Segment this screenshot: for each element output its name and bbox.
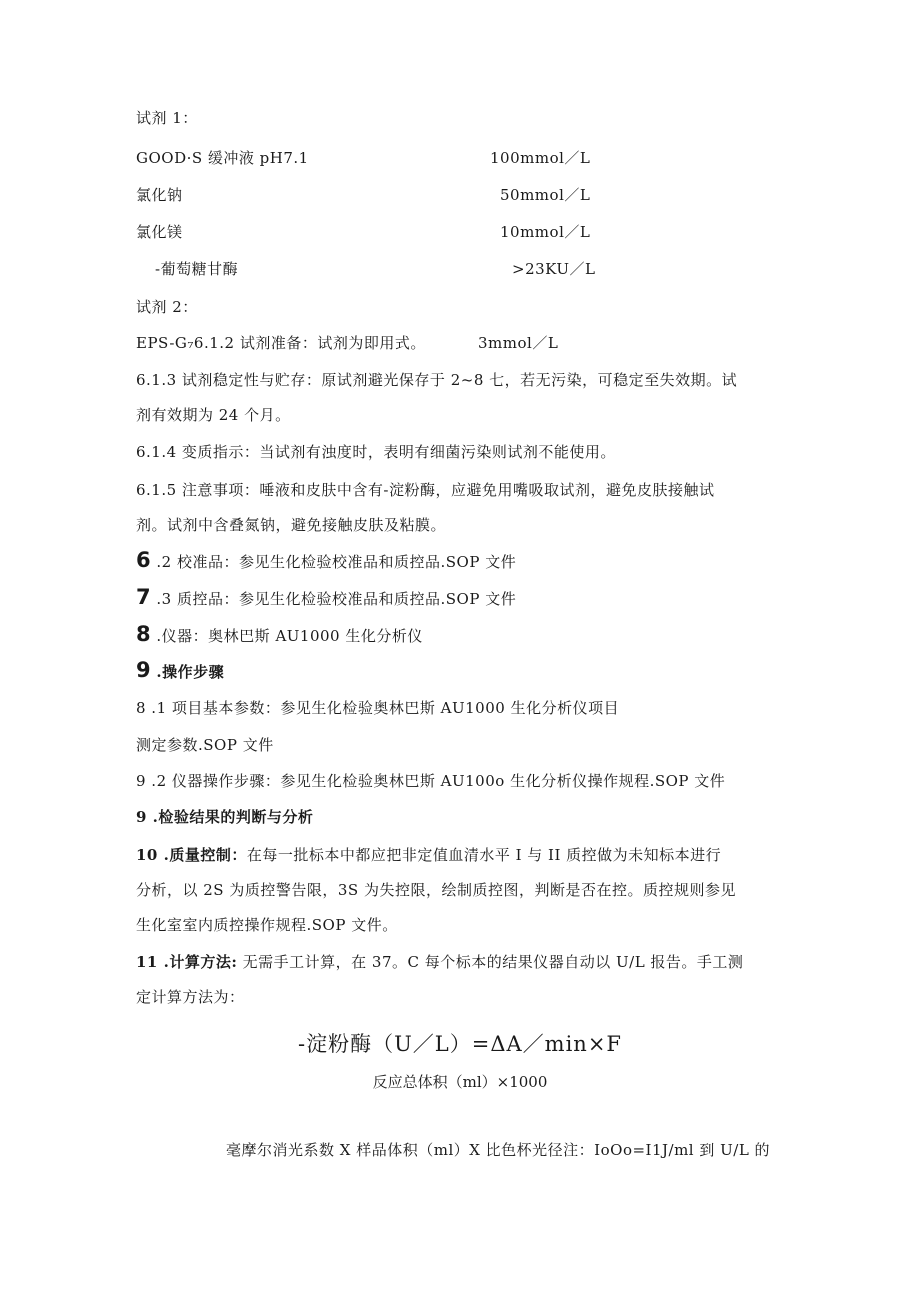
section-number: 6 [136,548,152,572]
step-8-1-line2: 测定参数.SOP 文件 [136,736,274,754]
section-6-1-3-line1: 6.1.3 试剂稳定性与贮存：原试剂避光保存于 2~8 七，若无污染，可稳定至失效期。试 [136,371,738,389]
reagent1-row-name: 氯化镁 [136,223,183,241]
formula-note: 毫摩尔消光系数 X 样品体积（ml）X 比色杯光径注：IoOo=I1J/ml 到 U/L 的 [226,1141,771,1159]
section-number: 8 [136,622,152,646]
quality-control-text: 在每一批标本中都应把非定值血清水平 I 与 II 质控做为未知标本进行 [246,846,722,864]
reagent1-row-value: 50mmol／L [500,186,591,204]
section-text: .3 质控品：参见生化检验校准品和质控品.SOP 文件 [156,590,517,608]
calculation-text: 无需手工计算，在 37。C 每个标本的结果仪器自动以 U/L 报告。手工测 [237,953,744,971]
section-6-1-4: 6.1.4 变质指示：当试剂有浊度时，表明有细菌污染则试剂不能使用。 [136,443,616,461]
reagent1-title: 试剂 1： [136,109,198,127]
section-6-1-5-line2: 剂。试剂中含叠氮钠，避免接触皮肤及粘膜。 [136,516,447,534]
reagent1-row-value: 10mmol／L [500,223,591,241]
calculation-line2: 定计算方法为： [136,988,245,1006]
section-text: .仪器：奥林巴斯 AU1000 生化分析仪 [156,627,423,645]
quality-control-line1 [136,845,721,865]
reagent1-row-value: 100mmol／L [490,149,591,167]
reagent1-row-name: GOOD·S 缓冲液 pH7.1 [136,149,309,167]
section-9-procedure [136,660,224,682]
quality-control-label: 10 .质量控制： [136,846,247,864]
section-text: .操作步骤 [156,663,225,681]
calculation-line1 [136,952,743,972]
reagent2-row-value: 3mmol／L [478,334,559,352]
reagent2-title: 试剂 2： [136,298,198,316]
section-6-1-3-line2: 剂有效期为 24 个月。 [136,406,291,424]
reagent1-row-name: -葡萄糖甘酶 [155,260,239,278]
formula-denominator: 反应总体积（ml）×1000 [372,1073,548,1091]
section-7-3 [136,587,516,609]
calculation-label: 11 .计算方法: [136,953,238,971]
section-number: 9 [136,658,152,682]
section-6-1-5-line1: 6.1.5 注意事项：唾液和皮肤中含有-淀粉酶，应避免用嘴吸取试剂，避免皮肤接触试 [136,481,715,499]
formula-main: -淀粉酶（U／L）=ΔA／min×F [298,1032,622,1056]
section-number: 7 [136,585,152,609]
step-9-results: 9 .检验结果的判断与分析 [136,808,314,826]
step-8-1-line1: 8 .1 项目基本参数：参见生化检验奥林巴斯 AU1000 生化分析仪项目 [136,699,620,717]
reagent1-row-value: >23KU／L [512,260,596,278]
quality-control-line2: 分析，以 2S 为质控警告限，3S 为失控限，绘制质控图，判断是否在控。质控规则参见 [136,881,736,899]
section-text: .2 校准品：参见生化检验校准品和质控品.SOP 文件 [156,553,517,571]
reagent2-row-text: EPS-G₇6.1.2 试剂准备：试剂为即用式。 [136,334,426,352]
quality-control-line3: 生化室室内质控操作规程.SOP 文件。 [136,916,398,934]
reagent1-row-name: 氯化钠 [136,186,183,204]
step-9-2: 9 .2 仪器操作步骤：参见生化检验奥林巴斯 AU100o 生化分析仪操作规程.SOP 文件 [136,772,726,790]
section-8-instrument [136,624,423,646]
section-6-2 [136,550,516,572]
